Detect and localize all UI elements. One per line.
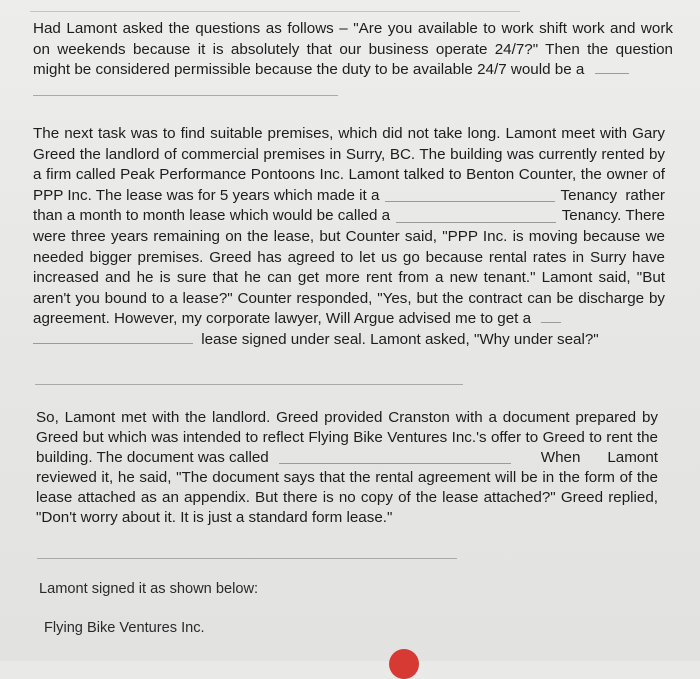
- lease-type-blank-a[interactable]: [541, 321, 561, 323]
- p3-line-5: lease attached as an appendix. But there is no copy of the lease attached?" Greed replied,: [36, 489, 658, 506]
- p2-line-3: a firm called Peak Performance Pontoons Inc. Lamont talked to Benton Counter, the owner of: [33, 166, 665, 184]
- p2-line-5-text: than a month to month lease which would be called a: [33, 207, 391, 225]
- p1-line-3: [33, 60, 673, 81]
- p3-line-2: Greed but which was intended to reflect Flying Bike Ventures Inc.'s offer to Greed to rent the: [36, 429, 658, 446]
- answer-line-3[interactable]: [37, 558, 457, 559]
- answer-blank-1[interactable]: [595, 72, 629, 74]
- p2-line-1: The next task was to find suitable premises, which did not take long. Lamont meet with Gary: [33, 125, 665, 142]
- p3-line-6: "Don't worry about it. It is just a standard form lease.": [36, 509, 393, 526]
- p3-line-3-when: When: [540, 449, 581, 466]
- answer-line-1[interactable]: [33, 95, 338, 96]
- p3-line-3: [36, 448, 658, 468]
- paragraph-2: [33, 124, 665, 351]
- p2-line-5: [33, 206, 665, 227]
- company-name: Flying Bike Ventures Inc.: [44, 620, 205, 636]
- p3-line-4: reviewed it, he said, "The document says that the rental agreement will be in the form of the: [36, 469, 658, 486]
- tenancy-blank-2[interactable]: [396, 221, 556, 223]
- signed-line: Lamont signed it as shown below:: [39, 581, 259, 597]
- answer-line-2[interactable]: [35, 384, 463, 385]
- p2-line-4: [33, 186, 665, 207]
- p3-line-3-lamont: Lamont: [607, 449, 658, 466]
- lease-type-blank-b[interactable]: [33, 342, 193, 344]
- p2-line-7: needed bigger premises. Greed has agreed to let us go because rental rates in Surry have: [33, 248, 665, 266]
- p1-line-3-text: might be considered permissible because the duty to be available 24/7 would be a: [33, 61, 585, 79]
- p2-line-2: Greed the landlord of commercial premises in Surry, BC. The building was currently rented by: [33, 145, 665, 163]
- p2-line-4-text: PPP Inc. The lease was for 5 years which made it a: [33, 186, 380, 204]
- p2-line-9: aren't you bound to a lease?" Counter responded, "Yes, but the contract can be discharge by: [33, 289, 665, 307]
- p2-line-11-text: lease signed under seal. Lamont asked, "Why under seal?": [201, 330, 599, 348]
- p2-line-8: increased and he is sure that he can get more rent from a new tenant." Lamont said, "But: [33, 269, 665, 287]
- p3-line-1: So, Lamont met with the landlord. Greed provided Cranston with a document prepared by: [36, 409, 658, 426]
- p1-line-2: on weekends because it is absolutely that our business operate 24/7?" Then the question: [33, 40, 673, 58]
- top-rule: [30, 11, 520, 12]
- p2-line-10-text: agreement. However, my corporate lawyer, Will Argue advised me to get a: [33, 310, 532, 328]
- paragraph-3: [36, 408, 658, 528]
- p1-line-1: Had Lamont asked the questions as follows – "Are you available to work shift work and work: [33, 20, 673, 37]
- p2-line-6: were three years remaining on the lease, but Counter said, "PPP Inc. is moving because we: [33, 227, 665, 245]
- record-button-icon[interactable]: [389, 649, 419, 679]
- paragraph-1: [33, 19, 673, 81]
- p2-line-5-end: Tenancy. There: [561, 207, 665, 225]
- p2-line-4-end: Tenancy rather: [560, 186, 665, 204]
- p2-line-11: [33, 330, 665, 351]
- p3-line-3-text: building. The document was called: [36, 449, 269, 466]
- tenancy-blank-1[interactable]: [385, 200, 555, 202]
- p2-line-10: [33, 309, 665, 330]
- document-name-blank[interactable]: [279, 462, 511, 464]
